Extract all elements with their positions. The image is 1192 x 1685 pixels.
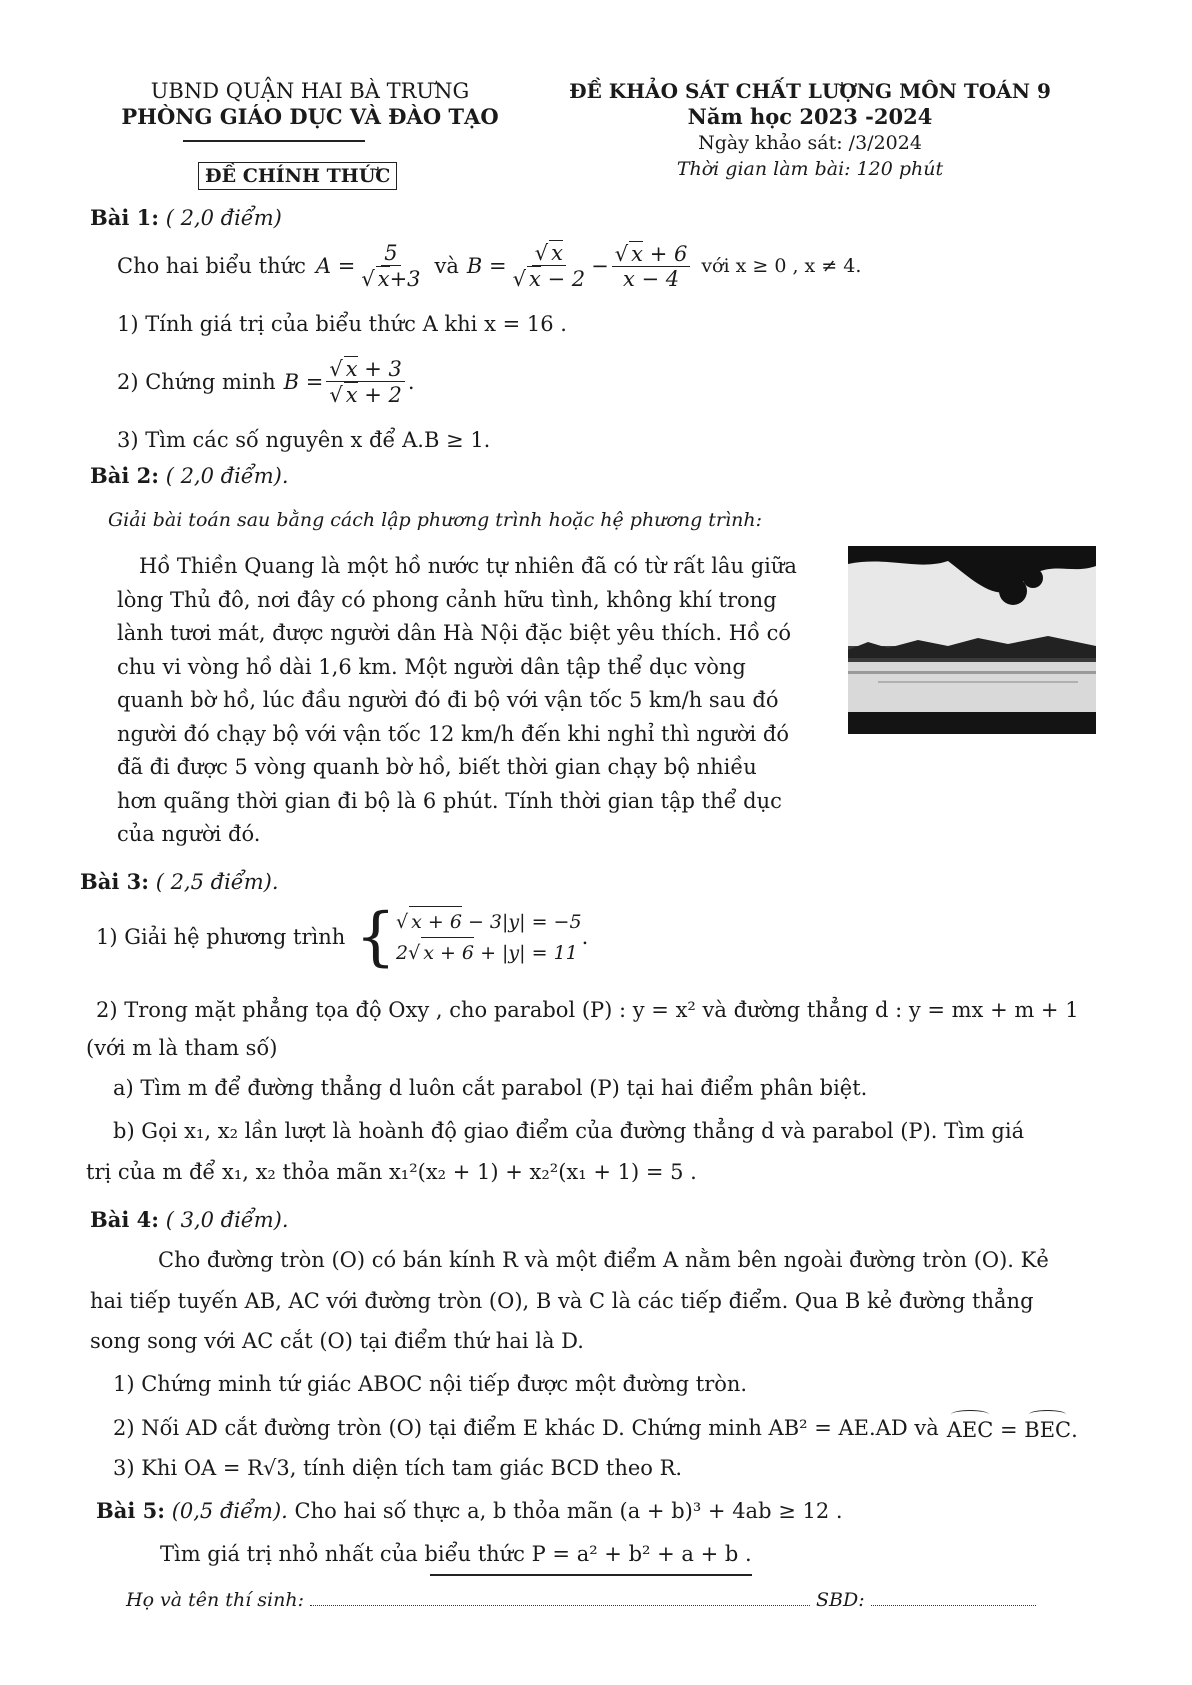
candidate-name-field[interactable]	[310, 1591, 810, 1606]
bai2-title: Bài 2:	[90, 463, 160, 488]
bai4-line2: hai tiếp tuyến AB, AC với đường tròn (O), B và C là các tiếp điểm. Qua B kẻ đường thẳng	[90, 1289, 1034, 1313]
sbd-label: SBD:	[816, 1589, 865, 1611]
department-name-text: PHÒNG GIÁO DỤC VÀ ĐÀO TẠO	[121, 104, 499, 129]
bai4-q1: 1) Chứng minh tứ giác ABOC nội tiếp được một đường tròn.	[113, 1372, 748, 1396]
footer	[126, 1586, 1036, 1614]
bai5-line1	[96, 1497, 843, 1525]
bai2-heading	[90, 462, 289, 490]
bai3-title: Bài 3:	[80, 869, 150, 894]
school-year: Năm học 2023 -2024	[687, 104, 933, 129]
q2-period: .	[407, 369, 415, 394]
bai3-qa: a) Tìm m để đường thẳng d luôn cắt parabol (P) tại hai điểm phân biệt.	[113, 1076, 868, 1100]
bai2-line: người đó chạy bộ với vận tốc 12 km/h đến khi nghỉ thì người đó	[117, 721, 789, 746]
header-left	[110, 78, 510, 130]
system-brace: {	[355, 900, 397, 974]
bai3-q1-text: 1) Giải hệ phương trình	[96, 925, 346, 949]
bai2-line: chu vi vòng hồ dài 1,6 km. Một người dân tập thể dục vòng	[117, 654, 746, 679]
bai1-q1: 1) Tính giá trị của biểu thức A khi x = 16 .	[117, 312, 567, 336]
bai3-qb-line1: b) Gọi x₁, x₂ lần lượt là hoành độ giao điểm của đường thẳng d và parabol (P). Tìm giá	[113, 1119, 1025, 1143]
bai5-text1: Cho hai số thực a, b thỏa mãn (a + b)³ + 4ab ≥ 12 .	[294, 1499, 843, 1523]
bai2-line: hơn quãng thời gian đi bộ là 6 phút. Tính thời gian tập thể dục	[117, 788, 782, 813]
bai2-points: ( 2,0 điểm).	[165, 464, 289, 488]
bai2-line: của người đó.	[117, 822, 261, 846]
bai1-title: Bài 1:	[90, 205, 160, 230]
bai5-title: Bài 5:	[96, 1498, 166, 1523]
bai2-problem	[117, 550, 827, 852]
bai3-qb-line2: trị của m để x₁, x₂ thỏa mãn x₁²(x₂ + 1) + x₂²(x₁ + 1) = 5 .	[86, 1160, 697, 1184]
bai4-line3: song song với AC cắt (O) tại điểm thứ hai là D.	[90, 1329, 584, 1353]
bai4-title: Bài 4:	[90, 1207, 160, 1232]
bai2-line: quanh bờ hồ, lúc đầu người đó đi bộ với vận tốc 5 km/h sau đó	[117, 688, 779, 712]
minus-sign: −	[591, 253, 609, 278]
bai1-intro	[117, 240, 861, 291]
expr-a-fraction: $\frac{5}{√ x+3}$	[361, 240, 421, 291]
equation-2: 2√ x + 6 + |y| = 11	[396, 937, 582, 968]
bai5-line2: Tìm giá trị nhỏ nhất của biểu thức P = a² + b² + a + b .	[160, 1542, 752, 1566]
bai3-heading	[80, 868, 279, 896]
bai4-line1: Cho đường tròn (O) có bán kính R và một điểm A nằm bên ngoài đường tròn (O). Kẻ	[158, 1248, 1049, 1272]
bai2-line: đã đi được 5 vòng quanh bờ hồ, biết thời gian chạy bộ nhiều	[117, 755, 757, 779]
bai1-q2-text: 2) Chứng minh	[117, 369, 276, 394]
exam-date: Ngày khảo sát: /3/2024	[698, 132, 922, 154]
angle-equality: AEC = BEC.	[947, 1412, 1078, 1444]
bai2-line: Hồ Thiền Quang là một hồ nước tự nhiên đã có từ rất lâu giữa	[139, 554, 797, 578]
bai1-and: và	[434, 253, 459, 278]
q2-fraction: $\frac{√ x + 3}{√ x + 2}$	[326, 356, 405, 407]
exam-title: ĐỀ KHẢO SÁT CHẤT LƯỢNG MÔN TOÁN 9	[569, 79, 1051, 103]
expr-b-label: B =	[466, 253, 507, 278]
equation-system	[396, 906, 582, 968]
bai2-line: lòng Thủ đô, nơi đây có phong cảnh hữu tình, không khí trong	[117, 587, 777, 612]
sbd-field[interactable]	[871, 1591, 1036, 1606]
bai4-points: ( 3,0 điểm).	[165, 1208, 289, 1232]
bai3-q2-line2: (với m là tham số)	[86, 1036, 278, 1060]
bai4-q3: 3) Khi OA = R√3, tính diện tích tam giác BCD theo R.	[113, 1456, 683, 1480]
lake-photo	[848, 546, 1096, 734]
bai3-q2-line1: 2) Trong mặt phẳng tọa độ Oxy , cho parabol (P) : y = x² và đường thẳng d : y = mx + m + 1	[96, 998, 1079, 1022]
expr-b-frac2: $\frac{√ x + 6}{x - 4}$	[612, 241, 691, 291]
bai1-q3: 3) Tìm các số nguyên x để A.B ≥ 1.	[117, 428, 491, 452]
bai1-intro-text: Cho hai biểu thức	[117, 253, 306, 278]
bai2-line: lành tươi mát, được người dân Hà Nội đặc biệt yêu thích. Hồ có	[117, 621, 791, 645]
b-equals: B =	[283, 369, 324, 394]
bai3-q1	[96, 900, 589, 974]
bai5-points: (0,5 điểm).	[171, 1499, 288, 1523]
bai1-heading	[90, 204, 282, 232]
candidate-name-label: Họ và tên thí sinh:	[126, 1589, 304, 1611]
expr-a-label: A =	[315, 253, 356, 278]
bai1-q2	[117, 356, 415, 407]
bai4-q2-text: 2) Nối AD cắt đường tròn (O) tại điểm E khác D. Chứng minh AB² = AE.AD và	[113, 1416, 939, 1440]
end-rule	[430, 1574, 752, 1576]
bai4-q2	[113, 1412, 1078, 1444]
bai2-instruction: Giải bài toán sau bằng cách lập phương trình hoặc hệ phương trình:	[108, 509, 762, 531]
equation-1: √ x + 6 − 3|y| = −5	[396, 906, 582, 937]
department-name	[110, 104, 510, 130]
exam-duration: Thời gian làm bài: 120 phút	[676, 158, 944, 180]
system-period: .	[581, 925, 589, 949]
bai1-condition: với x ≥ 0 , x ≠ 4.	[701, 254, 862, 277]
bai4-heading	[90, 1206, 289, 1234]
bai3-points: ( 2,5 điểm).	[155, 870, 279, 894]
header-right	[540, 78, 1080, 182]
bai1-points: ( 2,0 điểm)	[165, 206, 282, 230]
expr-b-frac1: $\frac{√ x}{√ x - 2}$	[512, 241, 586, 291]
header-underline	[183, 140, 365, 142]
lake-photo-graphic	[848, 546, 1096, 734]
district-name: UBND QUẬN HAI BÀ TRƯNG	[150, 79, 470, 103]
official-label: ĐỀ CHÍNH THỨC	[198, 162, 397, 190]
